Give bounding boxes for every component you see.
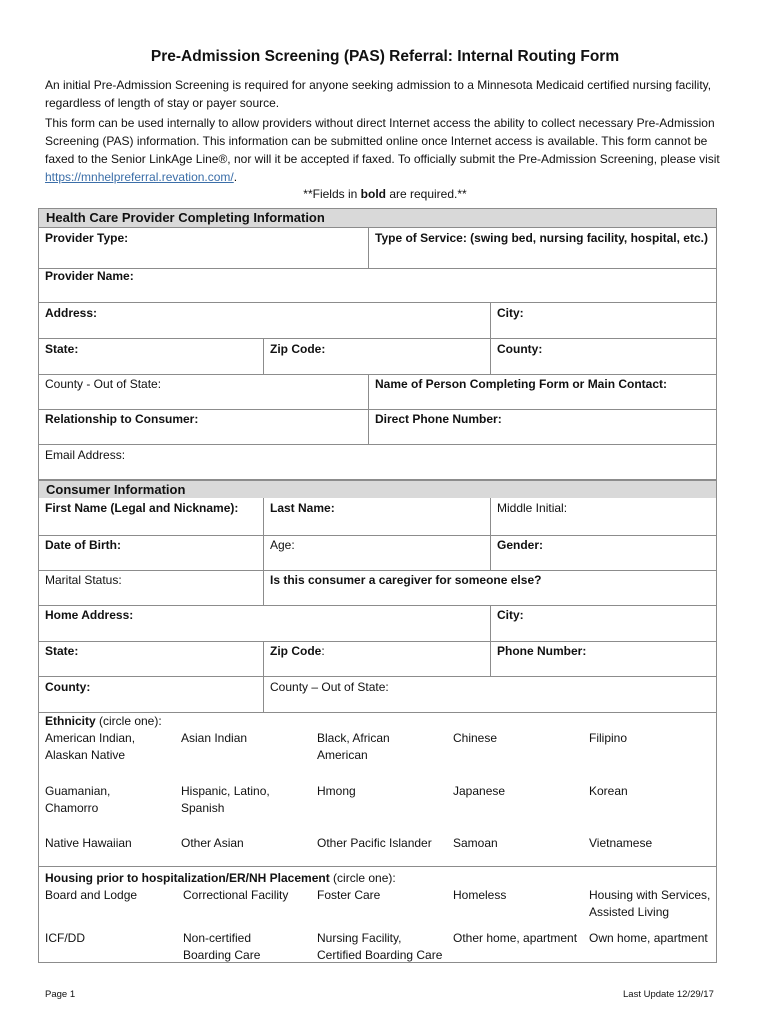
type-of-service-field[interactable]: Type of Service: (swing bed, nursing facility, hospital, etc.) [375, 231, 708, 245]
consumer-state-field[interactable]: State: [45, 644, 79, 658]
email-field[interactable]: Email Address: [45, 448, 126, 462]
intro-paragraph-2 [45, 114, 725, 186]
dob-field[interactable]: Date of Birth: [45, 538, 121, 552]
marital-status-field[interactable]: Marital Status: [45, 573, 122, 587]
last-update: Last Update 12/29/17 [623, 989, 714, 1000]
provider-county-out-of-state-field[interactable]: County - Out of State: [45, 377, 162, 391]
consumer-zip-field[interactable]: Zip Code: [270, 644, 325, 658]
relationship-field[interactable]: Relationship to Consumer: [45, 412, 199, 426]
housing-option[interactable]: Foster Care [317, 888, 381, 902]
provider-address-field[interactable]: Address: [45, 306, 98, 320]
caregiver-field[interactable]: Is this consumer a caregiver for someone else? [270, 573, 542, 587]
provider-county-field[interactable]: County: [497, 342, 543, 356]
ethnicity-option[interactable]: Native Hawaiian [45, 836, 132, 850]
provider-type-field[interactable]: Provider Type: [45, 231, 129, 245]
housing-option[interactable]: Homeless [453, 888, 507, 902]
ethnicity-option[interactable]: Filipino [589, 731, 628, 745]
ethnicity-option[interactable]: Guamanian, Chamorro [45, 784, 111, 815]
housing-option[interactable]: ICF/DD [45, 931, 85, 945]
provider-name-field[interactable]: Provider Name: [45, 269, 134, 283]
ethnicity-label: Ethnicity (circle one): [45, 714, 162, 728]
last-name-field[interactable]: Last Name: [270, 501, 335, 515]
page-title: Pre-Admission Screening (PAS) Referral: Internal Routing Form [150, 48, 620, 65]
page-number: Page 1 [45, 989, 76, 1000]
ethnicity-option[interactable]: Korean [589, 784, 628, 798]
housing-option[interactable]: Housing with Services, Assisted Living [589, 888, 711, 919]
ethnicity-option[interactable]: American Indian, Alaskan Native [45, 731, 136, 762]
referral-link[interactable]: https://mnhelpreferral.revation.com/ [45, 170, 234, 184]
consumer-section-header: Consumer Information [39, 481, 716, 498]
direct-phone-field[interactable]: Direct Phone Number: [375, 412, 502, 426]
ethnicity-option[interactable]: Samoan [453, 836, 498, 850]
ethnicity-option[interactable]: Vietnamese [589, 836, 653, 850]
required-note: **Fields in bold are required.** [303, 187, 467, 201]
contact-name-field[interactable]: Name of Person Completing Form or Main Contact: [375, 377, 668, 391]
housing-option[interactable]: Non-certified Boarding Care [183, 931, 261, 962]
ethnicity-option[interactable]: Hmong [317, 784, 356, 798]
ethnicity-option[interactable]: Black, African American [317, 731, 390, 762]
ethnicity-option[interactable]: Asian Indian [181, 731, 248, 745]
ethnicity-option[interactable]: Chinese [453, 731, 498, 745]
housing-option[interactable]: Board and Lodge [45, 888, 138, 902]
housing-label: Housing prior to hospitalization/ER/NH Placement (circle one): [45, 871, 396, 885]
provider-state-field[interactable]: State: [45, 342, 79, 356]
housing-option[interactable]: Other home, apartment [453, 931, 578, 945]
phone-number-field[interactable]: Phone Number: [497, 644, 587, 658]
consumer-city-field[interactable]: City: [497, 608, 524, 622]
first-name-field[interactable]: First Name (Legal and Nickname): [45, 501, 239, 515]
ethnicity-option[interactable]: Other Pacific Islander [317, 836, 432, 850]
provider-section-header: Health Care Provider Completing Information [39, 209, 716, 227]
provider-zip-field[interactable]: Zip Code: [270, 342, 326, 356]
home-address-field[interactable]: Home Address: [45, 608, 134, 622]
ethnicity-option[interactable]: Japanese [453, 784, 506, 798]
housing-option[interactable]: Correctional Facility [183, 888, 289, 902]
provider-city-field[interactable]: City: [497, 306, 524, 320]
middle-initial-field[interactable]: Middle Initial: [497, 501, 568, 515]
age-field[interactable]: Age: [270, 538, 295, 552]
intro-paragraph-2-end: . [233, 170, 238, 184]
intro-paragraph-2-text: This form can be used internally to allow providers without direct Internet access the ability to collect necessary Pre-Admission Screening (PAS) information. This information can be submitted online once Internet access is available. This form cannot be faxed to the Senior LinkAge Line®, nor will it be accepted if faxed. To officially submit the Pre-Admission Screening, please visit [45, 116, 720, 166]
consumer-county-field[interactable]: County: [45, 680, 91, 694]
ethnicity-option[interactable]: Hispanic, Latino, Spanish [181, 784, 270, 815]
housing-option[interactable]: Nursing Facility, Certified Boarding Care [317, 931, 443, 962]
housing-option[interactable]: Own home, apartment [589, 931, 708, 945]
consumer-county-out-of-state-field[interactable]: County – Out of State: [270, 680, 389, 694]
ethnicity-option[interactable]: Other Asian [181, 836, 244, 850]
gender-field[interactable]: Gender: [497, 538, 544, 552]
intro-paragraph-1: An initial Pre-Admission Screening is required for anyone seeking admission to a Minnesota Medicaid certified nursing facility, regardless of length of stay or payer source. [45, 78, 712, 110]
